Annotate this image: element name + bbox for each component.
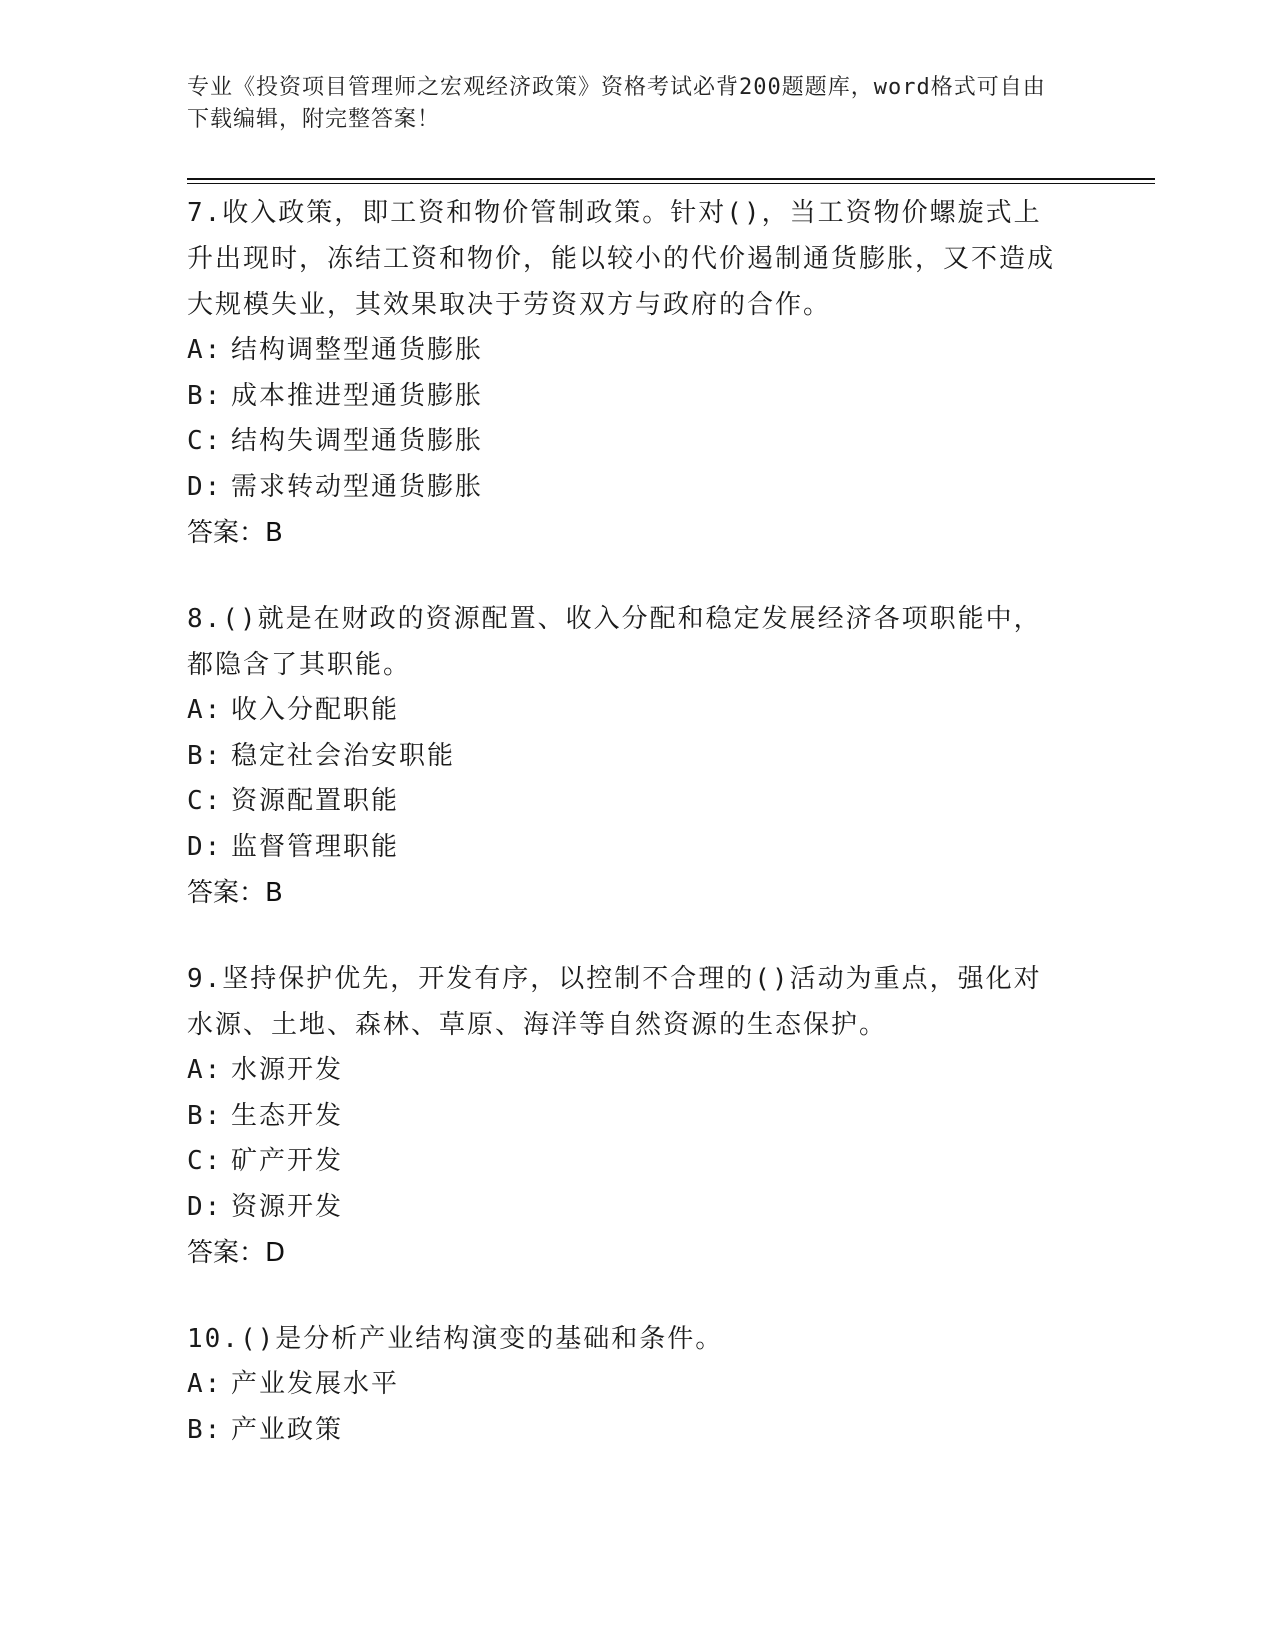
option-text: 结构调整型通货膨胀 bbox=[231, 335, 484, 365]
option-a bbox=[187, 1362, 1067, 1408]
option-letter: C: bbox=[187, 1146, 223, 1176]
option-c bbox=[187, 779, 1067, 825]
option-a bbox=[187, 328, 1067, 374]
document-header: 专业《投资项目管理师之宏观经济政策》资格考试必背200题题库，word格式可自由下载编辑，附完整答案！ bbox=[187, 75, 1046, 132]
option-a bbox=[187, 688, 1067, 734]
option-text: 矿产开发 bbox=[231, 1146, 344, 1176]
option-letter: B: bbox=[187, 740, 223, 771]
question-7 bbox=[187, 190, 1067, 556]
option-letter: A: bbox=[187, 695, 223, 725]
question-8 bbox=[187, 596, 1067, 916]
question-stem: 10.()是分析产业结构演变的基础和条件。 bbox=[187, 1324, 724, 1354]
question-10 bbox=[187, 1316, 1067, 1453]
option-b bbox=[187, 734, 1067, 780]
option-d bbox=[187, 825, 1067, 871]
option-letter: C: bbox=[187, 786, 223, 816]
header-divider-thin bbox=[187, 183, 1155, 184]
option-a bbox=[187, 1048, 1067, 1094]
question-stem: 9.坚持保护优先，开发有序，以控制不合理的()活动为重点，强化对水源、土地、森林、草原、海洋等自然资源的生态保护。 bbox=[187, 964, 1042, 1040]
option-text: 稳定社会治安职能 bbox=[231, 740, 456, 771]
question-stem: 7.收入政策，即工资和物价管制政策。针对()，当工资物价螺旋式上升出现时，冻结工资和物价，能以较小的代价遏制通货膨胀，又不造成大规模失业，其效果取决于劳资双方与政府的合作。 bbox=[187, 198, 1056, 320]
question-list bbox=[187, 190, 1067, 1493]
option-c bbox=[187, 419, 1067, 465]
option-text: 产业政策 bbox=[231, 1414, 344, 1445]
option-d bbox=[187, 465, 1067, 511]
question-stem: 8.()就是在财政的资源配置、收入分配和稳定发展经济各项职能中，都隐含了其职能。 bbox=[187, 604, 1042, 680]
option-text: 需求转动型通货膨胀 bbox=[231, 471, 484, 502]
option-text: 资源开发 bbox=[231, 1191, 344, 1222]
option-text: 收入分配职能 bbox=[231, 695, 400, 725]
option-text: 监督管理职能 bbox=[231, 831, 400, 862]
option-letter: A: bbox=[187, 1369, 223, 1399]
option-letter: A: bbox=[187, 1055, 223, 1085]
option-letter: B: bbox=[187, 380, 223, 411]
option-text: 水源开发 bbox=[231, 1055, 344, 1085]
option-letter: D: bbox=[187, 471, 223, 502]
option-text: 资源配置职能 bbox=[231, 786, 400, 816]
question-9 bbox=[187, 956, 1067, 1276]
option-letter: D: bbox=[187, 831, 223, 862]
option-b bbox=[187, 1094, 1067, 1140]
option-b bbox=[187, 1408, 1067, 1454]
option-letter: B: bbox=[187, 1414, 223, 1445]
answer-label: 答案：D bbox=[187, 1238, 286, 1268]
option-letter: C: bbox=[187, 426, 223, 456]
answer-label: 答案：B bbox=[187, 518, 283, 548]
option-c bbox=[187, 1139, 1067, 1185]
header-divider-thick bbox=[187, 178, 1155, 180]
option-text: 产业发展水平 bbox=[231, 1369, 400, 1399]
option-letter: B: bbox=[187, 1100, 223, 1131]
option-text: 生态开发 bbox=[231, 1100, 344, 1131]
option-text: 成本推进型通货膨胀 bbox=[231, 380, 484, 411]
answer-label: 答案：B bbox=[187, 878, 283, 908]
option-b bbox=[187, 374, 1067, 420]
option-letter: D: bbox=[187, 1191, 223, 1222]
option-text: 结构失调型通货膨胀 bbox=[231, 426, 484, 456]
option-d bbox=[187, 1185, 1067, 1231]
option-letter: A: bbox=[187, 335, 223, 365]
